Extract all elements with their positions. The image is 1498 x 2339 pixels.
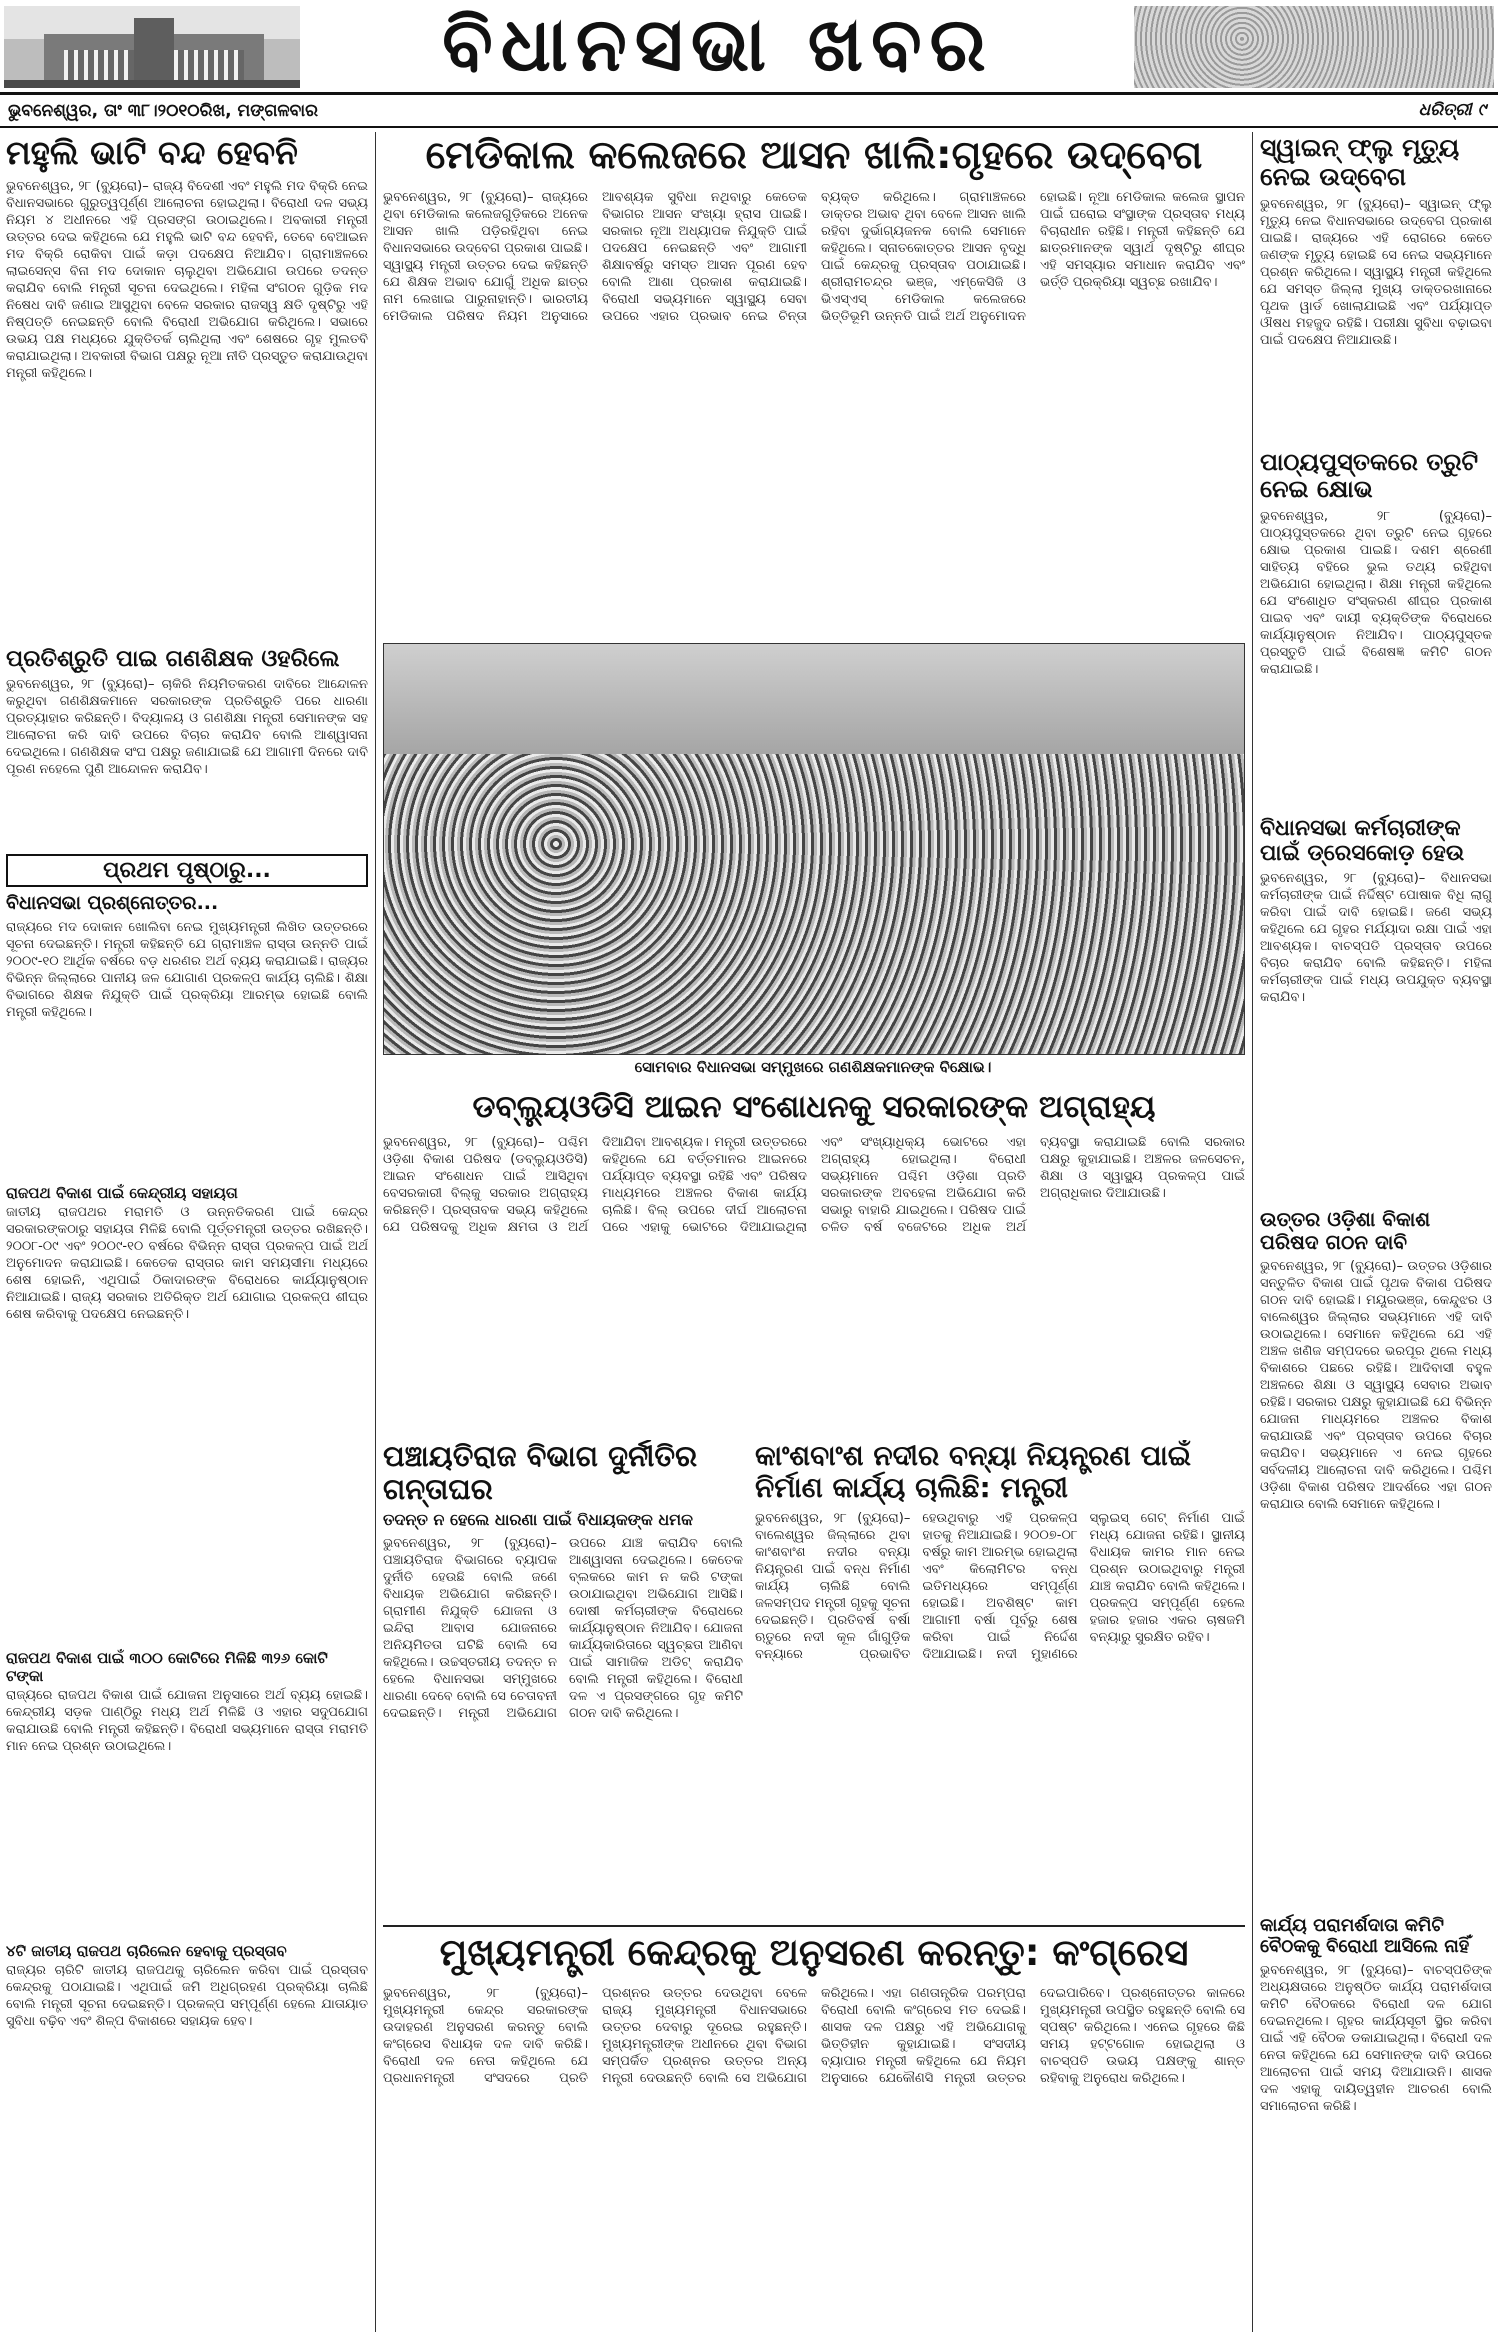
column-rule-left	[375, 132, 376, 2332]
swine-headline: ସ୍ୱାଇନ୍ ଫ୍ଲୁ ମୃତ୍ୟୁ ନେଇ ଉଦ୍‌ବେଗ	[1260, 134, 1460, 191]
wodc-article	[383, 1090, 1245, 1430]
swine-body: ଭୁବନେଶ୍ୱର, ୨୮ (ବ୍ୟୁରୋ)– ସ୍ୱାଇନ୍ ଫ୍ଲୁ ମୃତ୍ୟୁ ନେଇ ବିଧାନସଭାରେ ଉଦ୍‌ବେଗ ପ୍ରକାଶ ପାଇଛି। ରାଜ୍ୟରେ ଏହି ରୋଗରେ କେତେ ଜଣଙ୍କ ମୃତ୍ୟୁ ହୋଇଛି ସେ ନେଇ ସଭ୍ୟମାନେ ପ୍ରଶ୍ନ କରିଥିଲେ। ସ୍ୱାସ୍ଥ୍ୟ ମନ୍ତ୍ରୀ କହିଥିଲେ ଯେ ସମସ୍ତ ଜିଲ୍ଲା ମୁଖ୍ୟ ଡାକ୍ତରଖାନାରେ ପୃଥକ ୱାର୍ଡ ଖୋଲାଯାଇଛି ଏବଂ ପର୍ଯ୍ୟାପ୍ତ ଔଷଧ ମହଜୁଦ ରହିଛି। ପରୀକ୍ଷା ସୁବିଧା ବଢ଼ାଇବା ପାଇଁ ପଦକ୍ଷେପ ନିଆଯାଉଛି।	[1260, 196, 1492, 348]
uttar-body: ଭୁବନେଶ୍ୱର, ୨୮ (ବ୍ୟୁରୋ)– ଉତ୍ତର ଓଡ଼ିଶାର ସନ୍ତୁଳିତ ବିକାଶ ପାଇଁ ପୃଥକ ବିକାଶ ପରିଷଦ ଗଠନ ଦାବି ହୋଇଛି। ମୟୂରଭଞ୍ଜ, କେନ୍ଦୁଝର ଓ ବାଲେଶ୍ୱର ଜିଲ୍ଲାର ସଭ୍ୟମାନେ ଏହି ଦାବି ଉଠାଇଥିଲେ। ସେମାନେ କହିଥିଲେ ଯେ ଏହି ଅଞ୍ଚଳ ଖଣିଜ ସମ୍ପଦରେ ଭରପୂର ଥିଲେ ମଧ୍ୟ ବିକାଶରେ ପଛରେ ରହିଛି। ଆଦିବାସୀ ବହୁଳ ଅଞ୍ଚଳରେ ଶିକ୍ଷା ଓ ସ୍ୱାସ୍ଥ୍ୟ ସେବାର ଅଭାବ ରହିଛି। ସରକାର ପକ୍ଷରୁ କୁହାଯାଇଛି ଯେ ବିଭିନ୍ନ ଯୋଜନା ମାଧ୍ୟମରେ ଅଞ୍ଚଳର ବିକାଶ କରାଯାଉଛି ଏବଂ ପ୍ରସ୍ତାବ ଉପରେ ବିଚାର କରାଯିବ। ସଭ୍ୟମାନେ ଏ ନେଇ ଗୃହରେ ସର୍ବଦଳୀୟ ଆଲୋଚନା ଦାବି କରିଥିଲେ। ପଶ୍ଚିମ ଓଡ଼ିଶା ବିକାଶ ପରିଷଦ ଆଦର୍ଶରେ ଏହା ଗଠନ କରାଯାଉ ବୋଲି ସେମାନେ କହିଥିଲେ।	[1260, 1259, 1492, 1513]
pathyapustak-body: ଭୁବନେଶ୍ୱର, ୨୮ (ବ୍ୟୁରୋ)– ପାଠ୍ୟପୁସ୍ତକରେ ଥିବା ତ୍ରୁଟି ନେଇ ଗୃହରେ କ୍ଷୋଭ ପ୍ରକାଶ ପାଇଛି। ଦଶମ ଶ୍ରେଣୀ ସାହିତ୍ୟ ବହିରେ ଭୁଲ ତଥ୍ୟ ରହିଥିବା ଅଭିଯୋଗ ହୋଇଥିଲା। ଶିକ୍ଷା ମନ୍ତ୍ରୀ କହିଥିଲେ ଯେ ସଂଶୋଧିତ ସଂସ୍କରଣ ଶୀଘ୍ର ପ୍ରକାଶ ପାଇବ ଏବଂ ଦାୟୀ ବ୍ୟକ୍ତିଙ୍କ ବିରୋଧରେ କାର୍ଯ୍ୟାନୁଷ୍ଠାନ ନିଆଯିବ। ପାଠ୍ୟପୁସ୍ତକ ପ୍ରସ୍ତୁତି ପାଇଁ ବିଶେଷଜ୍ଞ କମିଟି ଗଠନ କରାଯାଇଛି।	[1260, 508, 1492, 677]
pratishruti-headline: ପ୍ରତିଶ୍ରୁତି ପାଇ ଗଣଶିକ୍ଷକ ଓହରିଲେ	[6, 645, 340, 672]
uttar-headline: ଉତ୍ତର ଓଡ଼ିଶା ବିକାଶ ପରିଷଦ ଗଠନ ଦାବି	[1260, 1207, 1431, 1255]
center-rule	[383, 1925, 1245, 1927]
kansabansa-article	[755, 1440, 1245, 1920]
photo-caption: ସୋମବାର ବିଧାନସଭା ସମ୍ମୁଖରେ ଗଣଶିକ୍ଷକମାନଙ୍କ ବିକ୍ଷୋଭ।	[634, 1058, 992, 1076]
medical-article	[383, 134, 1245, 639]
dresscode-headline: ବିଧାନସଭା କର୍ମଚାରୀଙ୍କ ପାଇଁ ଡ୍ରେସକୋଡ଼ ହେଉ	[1260, 815, 1465, 866]
dresscode-body: ଭୁବନେଶ୍ୱର, ୨୮ (ବ୍ୟୁରୋ)– ବିଧାନସଭା କର୍ମଚାରୀଙ୍କ ପାଇଁ ନିର୍ଦ୍ଦିଷ୍ଟ ପୋଷାକ ବିଧି ଲାଗୁ କରିବା ପାଇଁ ଦାବି ହୋଇଛି। ଜଣେ ସଭ୍ୟ କହିଥିଲେ ଯେ ଗୃହର ମର୍ଯ୍ୟାଦା ରକ୍ଷା ପାଇଁ ଏହା ଆବଶ୍ୟକ। ବାଚସ୍ପତି ପ୍ରସ୍ତାବ ଉପରେ ବିଚାର କରାଯିବ ବୋଲି କହିଛନ୍ତି। ମହିଳା କର୍ମଚାରୀଙ୍କ ପାଇଁ ମଧ୍ୟ ଉପଯୁକ୍ତ ବ୍ୟବସ୍ଥା କରାଯିବ।	[1260, 871, 1492, 1006]
karyya-headline: କାର୍ଯ୍ୟ ପରାମର୍ଶଦାତା କମିଟି ବୈଠକକୁ ବିରୋଧୀ ଆସିଲେ ନାହିଁ	[1260, 1915, 1470, 1957]
medical-body: ଭୁବନେଶ୍ୱର, ୨୮ (ବ୍ୟୁରୋ)– ରାଜ୍ୟରେ ଥିବା ମେଡିକାଲ କଲେଜଗୁଡ଼ିକରେ ଅନେକ ଆସନ ଖାଲି ପଡ଼ିରହିଥିବା ନେଇ ବିଧାନସଭାରେ ଉଦ୍‌ବେଗ ପ୍ରକାଶ ପାଇଛି। ସ୍ୱାସ୍ଥ୍ୟ ମନ୍ତ୍ରୀ ଉତ୍ତର ଦେଇ କହିଛନ୍ତି ଯେ ଶିକ୍ଷକ ଅଭାବ ଯୋଗୁଁ ଅଧିକ ଛାତ୍ର ନାମ ଲେଖାଇ ପାରୁନାହାନ୍ତି। ଭାରତୀୟ ମେଡିକାଲ ପରିଷଦ ନିୟମ ଅନୁସାରେ ଆବଶ୍ୟକ ସୁବିଧା ନଥିବାରୁ କେତେକ ବିଭାଗର ଆସନ ସଂଖ୍ୟା ହ୍ରାସ ପାଇଛି। ସରକାର ନୂଆ ଅଧ୍ୟାପକ ନିଯୁକ୍ତି ପାଇଁ ପଦକ୍ଷେପ ନେଇଛନ୍ତି ଏବଂ ଆଗାମୀ ଶିକ୍ଷାବର୍ଷରୁ ସମସ୍ତ ଆସନ ପୂରଣ ହେବ ବୋଲି ଆଶା ପ୍ରକାଶ କରାଯାଇଛି। ବିରୋଧୀ ସଭ୍ୟମାନେ ସ୍ୱାସ୍ଥ୍ୟ ସେବା ଉପରେ ଏହାର ପ୍ରଭାବ ନେଇ ଚିନ୍ତା ବ୍ୟକ୍ତ କରିଥିଲେ। ଗ୍ରାମାଞ୍ଚଳରେ ଡାକ୍ତର ଅଭାବ ଥିବା ବେଳେ ଆସନ ଖାଲି ରହିବା ଦୁର୍ଭାଗ୍ୟଜନକ ବୋଲି ସେମାନେ କହିଥିଲେ। ସ୍ନାତକୋତ୍ତର ଆସନ ବୃଦ୍ଧି ପାଇଁ କେନ୍ଦ୍ରକୁ ପ୍ରସ୍ତାବ ପଠାଯାଇଛି। ଶ୍ରୀରାମଚନ୍ଦ୍ର ଭଞ୍ଜ, ଏମ୍‌କେସିଜି ଓ ଭିଏସ୍‌ଏସ୍ ମେଡିକାଲ କଲେଜରେ ଭିତ୍ତିଭୂମି ଉନ୍ନତି ପାଇଁ ଅର୍ଥ ଅନୁମୋଦନ ହୋଇଛି। ନୂଆ ମେଡିକାଲ କଲେଜ ସ୍ଥାପନ ପାଇଁ ଘରୋଇ ସଂସ୍ଥାଙ୍କ ପ୍ରସ୍ତାବ ମଧ୍ୟ ବିଚାରାଧୀନ ରହିଛି। ମନ୍ତ୍ରୀ କହିଛନ୍ତି ଯେ ଛାତ୍ରମାନଙ୍କ ସ୍ୱାର୍ଥ ଦୃଷ୍ଟିରୁ ଶୀଘ୍ର ଏହି ସମସ୍ୟାର ସମାଧାନ କରାଯିବ ଏବଂ ଭର୍ତ୍ତି ପ୍ରକ୍ରିୟା ସ୍ୱଚ୍ଛ ରଖାଯିବ।	[383, 189, 1245, 324]
mukhyamantri-article	[383, 1932, 1245, 2332]
left-column	[6, 134, 368, 2334]
panchayat-subhead: ତଦନ୍ତ ନ ହେଲେ ଧାରଣା ପାଇଁ ବିଧାୟକଙ୍କ ଧମକ	[383, 1509, 693, 1529]
mahuli-body: ଭୁବନେଶ୍ୱର, ୨୮ (ବ୍ୟୁରୋ)– ରାଜ୍ୟ ବିଦେଶୀ ଏବଂ ମହୁଲି ମଦ ବିକ୍ରି ନେଇ ବିଧାନସଭାରେ ଗୁରୁତ୍ୱପୂର୍ଣ୍ଣ ଆଲୋଚନା ହୋଇଥିଲା। ବିରୋଧୀ ଦଳ ସଭ୍ୟ ନିୟମ ୪ ଅଧୀନରେ ଏହି ପ୍ରସଙ୍ଗ ଉଠାଇଥିଲେ। ଅବକାରୀ ମନ୍ତ୍ରୀ ଉତ୍ତର ଦେଇ କହିଥିଲେ ଯେ ମହୁଲି ଭାଟି ବନ୍ଦ ହେବନି, ତେବେ ବେଆଇନ ମଦ ବିକ୍ରି ରୋକିବା ପାଇଁ କଡ଼ା ପଦକ୍ଷେପ ନିଆଯିବ। ଗ୍ରାମାଞ୍ଚଳରେ ଲାଇସେନ୍ସ ବିନା ମଦ ଦୋକାନ ଚାଲୁଥିବା ଅଭିଯୋଗ ଉପରେ ତଦନ୍ତ କରାଯିବ ବୋଲି ମନ୍ତ୍ରୀ ସୂଚନା ଦେଇଥିଲେ। ମହିଳା ସଂଗଠନ ଗୁଡ଼ିକ ମଦ ନିଷେଧ ଦାବି ଜଣାଇ ଆସୁଥିବା ବେଳେ ସରକାର ରାଜସ୍ୱ କ୍ଷତି ଦୃଷ୍ଟିରୁ ଏହି ନିଷ୍ପତ୍ତି ନେଇଛନ୍ତି ବୋଲି ବିରୋଧୀ ଅଭିଯୋଗ କରିଥିଲେ। ସଭାରେ ଉଭୟ ପକ୍ଷ ମଧ୍ୟରେ ଯୁକ୍ତିତର୍କ ଚାଲିଥିଲା ଏବଂ ଶେଷରେ ଗୃହ ମୁଲତବି କରାଯାଇଥିଲା। ଅବକାରୀ ବିଭାଗ ପକ୍ଷରୁ ନୂଆ ନୀତି ପ୍ରସ୍ତୁତ କରାଯାଉଥିବା ମନ୍ତ୍ରୀ କହିଥିଲେ।	[6, 178, 368, 381]
kansabansa-body: ଭୁବନେଶ୍ୱର, ୨୮ (ବ୍ୟୁରୋ)– ବାଲେଶ୍ୱର ଜିଲ୍ଲାରେ ଥିବା କାଂଶବାଂଶ ନଦୀର ବନ୍ୟା ନିୟନ୍ତ୍ରଣ ପାଇଁ ବନ୍ଧ ନିର୍ମାଣ କାର୍ଯ୍ୟ ଚାଲିଛି ବୋଲି ଜଳସମ୍ପଦ ମନ୍ତ୍ରୀ ଗୃହକୁ ସୂଚନା ଦେଇଛନ୍ତି। ପ୍ରତିବର୍ଷ ବର୍ଷା ଋତୁରେ ନଦୀ କୂଳ ଗାଁଗୁଡ଼ିକ ବନ୍ୟାରେ ପ୍ରଭାବିତ ହେଉଥିବାରୁ ଏହି ପ୍ରକଳ୍ପ ହାତକୁ ନିଆଯାଇଛି। ୨୦୦୭-୦୮ ବର୍ଷରୁ କାମ ଆରମ୍ଭ ହୋଇଥିଲା ଏବଂ କିଲୋମିଟର ବନ୍ଧ ଇତିମଧ୍ୟରେ ସମ୍ପୂର୍ଣ୍ଣ ହୋଇଛି। ଅବଶିଷ୍ଟ କାମ ଆଗାମୀ ବର୍ଷା ପୂର୍ବରୁ ଶେଷ କରିବା ପାଇଁ ନିର୍ଦ୍ଦେଶ ଦିଆଯାଇଛି। ନଦୀ ମୁହାଣରେ ସ୍ଲୁଇସ୍ ଗେଟ୍ ନିର୍ମାଣ ପାଇଁ ମଧ୍ୟ ଯୋଜନା ରହିଛି। ସ୍ଥାନୀୟ ବିଧାୟକ କାମର ମାନ ନେଇ ପ୍ରଶ୍ନ ଉଠାଇଥିବାରୁ ମନ୍ତ୍ରୀ ଯାଞ୍ଚ କରାଯିବ ବୋଲି କହିଥିଲେ। ପ୍ରକଳ୍ପ ସମ୍ପୂର୍ଣ୍ଣ ହେଲେ ହଜାର ହଜାର ଏକର ଚାଷଜମି ବନ୍ୟାରୁ ସୁରକ୍ଷିତ ରହିବ।	[755, 1511, 1245, 1663]
assembly-building-photo	[4, 6, 300, 88]
page-label: ଧରିତ୍ରୀ ୯	[1418, 100, 1486, 120]
mukhyamantri-body: ଭୁବନେଶ୍ୱର, ୨୮ (ବ୍ୟୁରୋ)– ମୁଖ୍ୟମନ୍ତ୍ରୀ କେନ୍ଦ୍ର ସରକାରଙ୍କ ଉଦାହରଣ ଅନୁସରଣ କରନ୍ତୁ ବୋଲି କଂଗ୍ରେସ ବିଧାୟକ ଦଳ ଦାବି କରିଛି। ବିରୋଧୀ ଦଳ ନେତା କହିଥିଲେ ଯେ ପ୍ରଧାନମନ୍ତ୍ରୀ ସଂସଦରେ ପ୍ରତି ପ୍ରଶ୍ନର ଉତ୍ତର ଦେଉଥିବା ବେଳେ ରାଜ୍ୟ ମୁଖ୍ୟମନ୍ତ୍ରୀ ବିଧାନସଭାରେ ଉତ୍ତର ଦେବାରୁ ଦୂରେଇ ରହୁଛନ୍ତି। ମୁଖ୍ୟମନ୍ତ୍ରୀଙ୍କ ଅଧୀନରେ ଥିବା ବିଭାଗ ସମ୍ପର୍କିତ ପ୍ରଶ୍ନର ଉତ୍ତର ଅନ୍ୟ ମନ୍ତ୍ରୀ ଦେଉଛନ୍ତି ବୋଲି ସେ ଅଭିଯୋଗ କରିଥିଲେ। ଏହା ଗଣତାନ୍ତ୍ରିକ ପରମ୍ପରା ବିରୋଧୀ ବୋଲି କଂଗ୍ରେସ ମତ ଦେଇଛି। ଶାସକ ଦଳ ପକ୍ଷରୁ ଏହି ଅଭିଯୋଗକୁ ଭିତ୍ତିହୀନ କୁହାଯାଇଛି। ସଂସଦୀୟ ବ୍ୟାପାର ମନ୍ତ୍ରୀ କହିଥିଲେ ଯେ ନିୟମ ଅନୁସାରେ ଯେକୌଣସି ମନ୍ତ୍ରୀ ଉତ୍ତର ଦେଇପାରିବେ। ପ୍ରଶ୍ନୋତ୍ତର କାଳରେ ମୁଖ୍ୟମନ୍ତ୍ରୀ ଉପସ୍ଥିତ ରହୁଛନ୍ତି ବୋଲି ସେ ସ୍ପଷ୍ଟ କରିଥିଲେ। ଏନେଇ ଗୃହରେ କିଛି ସମୟ ହଟ୍ଟଗୋଳ ହୋଇଥିଲା ଓ ବାଚସ୍ପତି ଉଭୟ ପକ୍ଷଙ୍କୁ ଶାନ୍ତ ରହିବାକୁ ଅନୁରୋଧ କରିଥିଲେ।	[383, 1985, 1245, 2086]
pathyapustak-headline: ପାଠ୍ୟପୁସ୍ତକରେ ତ୍ରୁଟି ନେଇ କ୍ଷୋଭ	[1260, 447, 1479, 504]
right-column	[1260, 134, 1492, 2334]
wodc-body: ଭୁବନେଶ୍ୱର, ୨୮ (ବ୍ୟୁରୋ)– ପଶ୍ଚିମ ଓଡ଼ିଶା ବିକାଶ ପରିଷଦ (ଡବ୍ଲ୍ୟୁଓଡିସି) ଆଇନ ସଂଶୋଧନ ପାଇଁ ଆସିଥିବା ବେସରକାରୀ ବିଲ୍‌କୁ ସରକାର ଅଗ୍ରାହ୍ୟ କରିଛନ୍ତି। ପ୍ରସ୍ତାବକ ସଭ୍ୟ କହିଥିଲେ ଯେ ପରିଷଦକୁ ଅଧିକ କ୍ଷମତା ଓ ଅର୍ଥ ଦିଆଯିବା ଆବଶ୍ୟକ। ମନ୍ତ୍ରୀ ଉତ୍ତରରେ କହିଥିଲେ ଯେ ବର୍ତ୍ତମାନର ଆଇନରେ ପର୍ଯ୍ୟାପ୍ତ ବ୍ୟବସ୍ଥା ରହିଛି ଏବଂ ପରିଷଦ ମାଧ୍ୟମରେ ଅଞ୍ଚଳର ବିକାଶ କାର୍ଯ୍ୟ ଚାଲିଛି। ବିଲ୍ ଉପରେ ଦୀର୍ଘ ଆଲୋଚନା ପରେ ଏହାକୁ ଭୋଟରେ ଦିଆଯାଇଥିଲା ଏବଂ ସଂଖ୍ୟାଧିକ୍ୟ ଭୋଟରେ ଏହା ଅଗ୍ରାହ୍ୟ ହୋଇଥିଲା। ବିରୋଧୀ ସଭ୍ୟମାନେ ପଶ୍ଚିମ ଓଡ଼ିଶା ପ୍ରତି ସରକାରଙ୍କ ଅବହେଳା ଅଭିଯୋଗ କରି ସଭାରୁ ବାହାରି ଯାଇଥିଲେ। ପରିଷଦ ପାଇଁ ଚଳିତ ବର୍ଷ ବଜେଟରେ ଅଧିକ ଅର୍ଥ ବ୍ୟବସ୍ଥା କରାଯାଇଛି ବୋଲି ସରକାର ପକ୍ଷରୁ କୁହାଯାଇଛି। ଅଞ୍ଚଳର ଜଳସେଚନ, ଶିକ୍ଷା ଓ ସ୍ୱାସ୍ଥ୍ୟ ପ୍ରକଳ୍ପ ପାଇଁ ଅଗ୍ରାଧିକାର ଦିଆଯାଉଛି।	[383, 1134, 1245, 1235]
wodc-headline: ଡବ୍ଲ୍ୟୁଓଡିସି ଆଇନ ସଂଶୋଧନକୁ ସରକାରଙ୍କ ଅଗ୍ରାହ୍ୟ	[472, 1090, 1156, 1125]
panchayat-headline: ପଞ୍ଚାୟତିରାଜ ବିଭାଗ ଦୁର୍ନୀତିର ଗନ୍ତାଘର	[383, 1440, 698, 1507]
dateline-bar	[0, 96, 1498, 128]
pratishruti-body: ଭୁବନେଶ୍ୱର, ୨୮ (ବ୍ୟୁରୋ)– ଚାକିରି ନିୟମିତକରଣ ଦାବିରେ ଆନ୍ଦୋଳନ କରୁଥିବା ଗଣଶିକ୍ଷକମାନେ ସରକାରଙ୍କ ପ୍ରତିଶ୍ରୁତି ପରେ ଧାରଣା ପ୍ରତ୍ୟାହାର କରିଛନ୍ତି। ବିଦ୍ୟାଳୟ ଓ ଗଣଶିକ୍ଷା ମନ୍ତ୍ରୀ ସେମାନଙ୍କ ସହ ଆଲୋଚନା କରି ଦାବି ଉପରେ ବିଚାର କରାଯିବ ବୋଲି ଆଶ୍ୱାସନା ଦେଇଥିଲେ। ଗଣଶିକ୍ଷକ ସଂଘ ପକ୍ଷରୁ ଜଣାଯାଇଛି ଯେ ଆଗାମୀ ଦିନରେ ଦାବି ପୂରଣ ନହେଲେ ପୁଣି ଆନ୍ଦୋଳନ କରାଯିବ।	[6, 677, 368, 778]
rajapatha-subhead-3: ୪ଟି ଜାତୀୟ ରାଜପଥ ଚାରିଲେନ ହେବାକୁ ପ୍ରସ୍ତାବ	[6, 1941, 287, 1960]
rajapatha-body-3: ରାଜ୍ୟର ଚାରିଟି ଜାତୀୟ ରାଜପଥକୁ ଚାରିଲେନ କରିବା ପାଇଁ ପ୍ରସ୍ତାବ କେନ୍ଦ୍ରକୁ ପଠାଯାଇଛି। ଏଥିପାଇଁ ଜମି ଅଧିଗ୍ରହଣ ପ୍ରକ୍ରିୟା ଚାଲିଛି ବୋଲି ମନ୍ତ୍ରୀ ସୂଚନା ଦେଇଛନ୍ତି। ପ୍ରକଳ୍ପ ସମ୍ପୂର୍ଣ୍ଣ ହେଲେ ଯାତାୟାତ ସୁବିଧା ବଢ଼ିବ ଏବଂ ଶିଳ୍ପ ବିକାଶରେ ସହାୟକ ହେବ।	[6, 1963, 368, 2030]
assembly-chamber-photo	[1134, 6, 1494, 88]
rajapatha-subhead-2: ରାଜପଥ ବିକାଶ ପାଇଁ ୩୦୦ କୋଟିରେ ମିଳିଛି ୩୨୬ କୋଟି ଟଙ୍କା	[6, 1649, 328, 1685]
newspaper-title: ବିଧାନସଭା ଖବର	[442, 2, 994, 88]
rajapatha-body-2: ରାଜ୍ୟରେ ରାଜପଥ ବିକାଶ ପାଇଁ ଯୋଜନା ଅନୁସାରେ ଅର୍ଥ ବ୍ୟୟ ହୋଇଛି। କେନ୍ଦ୍ରୀୟ ସଡ଼କ ପାଣ୍ଠିରୁ ମଧ୍ୟ ଅର୍ଥ ମିଳିଛି ଓ ଏହାର ସଦୁପଯୋଗ କରାଯାଉଛି ବୋଲି ମନ୍ତ୍ରୀ କହିଛନ୍ତି। ବିରୋଧୀ ସଭ୍ୟମାନେ ରାସ୍ତା ମରାମତି ମାନ ନେଇ ପ୍ରଶ୍ନ ଉଠାଇଥିଲେ।	[6, 1687, 368, 1754]
kansabansa-headline: କାଂଶବାଂଶ ନଦୀର ବନ୍ୟା ନିୟନ୍ତ୍ରଣ ପାଇଁ ନିର୍ମାଣ କାର୍ଯ୍ୟ ଚାଲିଛି: ମନ୍ତ୍ରୀ	[755, 1440, 1192, 1505]
mahuli-headline: ମହୁଲି ଭାଟି ବନ୍ଦ ହେବନି	[6, 134, 298, 172]
masthead	[0, 0, 1498, 95]
column-rule-right	[1252, 132, 1253, 2332]
protest-photo	[383, 643, 1245, 1055]
rajapatha-body-1: ଜାତୀୟ ରାଜପଥର ମରାମତି ଓ ଉନ୍ନତିକରଣ ପାଇଁ କେନ୍ଦ୍ର ସରକାରଙ୍କଠାରୁ ସହାୟତା ମିଳିଛି ବୋଲି ପୂର୍ତ୍ତମନ୍ତ୍ରୀ ଉତ୍ତର ରଖିଛନ୍ତି। ୨୦୦୮-୦୯ ଏବଂ ୨୦୦୯-୧୦ ବର୍ଷରେ ବିଭିନ୍ନ ରାସ୍ତା ପ୍ରକଳ୍ପ ପାଇଁ ଅର୍ଥ ଅନୁମୋଦନ କରାଯାଇଛି। କେତେକ ରାସ୍ତାର କାମ ସମୟସୀମା ମଧ୍ୟରେ ଶେଷ ହୋଇନି, ଏଥିପାଇଁ ଠିକାଦାରଙ୍କ ବିରୋଧରେ କାର୍ଯ୍ୟାନୁଷ୍ଠାନ ନିଆଯାଇଛି। ରାଜ୍ୟ ସରକାର ଅତିରିକ୍ତ ଅର୍ଥ ଯୋଗାଇ ପ୍ରକଳ୍ପ ଶୀଘ୍ର ଶେଷ କରିବାକୁ ପଦକ୍ଷେପ ନେଇଛନ୍ତି।	[6, 1205, 368, 1323]
karyya-body: ଭୁବନେଶ୍ୱର, ୨୮ (ବ୍ୟୁରୋ)– ବାଚସ୍ପତିଙ୍କ ଅଧ୍ୟକ୍ଷତାରେ ଅନୁଷ୍ଠିତ କାର୍ଯ୍ୟ ପରାମର୍ଶଦାତା କମିଟି ବୈଠକରେ ବିରୋଧୀ ଦଳ ଯୋଗ ଦେଇନଥିଲେ। ଗୃହର କାର୍ଯ୍ୟସୂଚୀ ସ୍ଥିର କରିବା ପାଇଁ ଏହି ବୈଠକ ଡକାଯାଇଥିଲା। ବିରୋଧୀ ଦଳ ନେତା କହିଥିଲେ ଯେ ସେମାନଙ୍କ ଦାବି ଉପରେ ଆଲୋଚନା ପାଇଁ ସମୟ ଦିଆଯାଉନି। ଶାସକ ଦଳ ଏହାକୁ ଦାୟିତ୍ୱହୀନ ଆଚରଣ ବୋଲି ସମାଲୋଚନା କରିଛି।	[1260, 1962, 1492, 2114]
prathama-banner: ପ୍ରଥମ ପୃଷ୍ଠାରୁ...	[6, 854, 368, 887]
prathama-body: ରାଜ୍ୟରେ ମଦ ଦୋକାନ ଖୋଲିବା ନେଇ ମୁଖ୍ୟମନ୍ତ୍ରୀ ଲିଖିତ ଉତ୍ତରରେ ସୂଚନା ଦେଇଛନ୍ତି। ମନ୍ତ୍ରୀ କହିଛନ୍ତି ଯେ ଗ୍ରାମାଞ୍ଚଳ ରାସ୍ତା ଉନ୍ନତି ପାଇଁ ୨୦୦୯-୧୦ ଆର୍ଥିକ ବର୍ଷରେ ବଡ଼ ଧରଣର ଅର୍ଥ ବ୍ୟୟ କରାଯାଇଛି। ରାଜ୍ୟର ବିଭିନ୍ନ ଜିଲ୍ଲାରେ ପାନୀୟ ଜଳ ଯୋଗାଣ ପ୍ରକଳ୍ପ କାର୍ଯ୍ୟ ଚାଲିଛି। ଶିକ୍ଷା ବିଭାଗରେ ଶିକ୍ଷକ ନିଯୁକ୍ତି ପାଇଁ ପ୍ରକ୍ରିୟା ଆରମ୍ଭ ହୋଇଛି ବୋଲି ମନ୍ତ୍ରୀ କହିଥିଲେ।	[6, 920, 368, 1021]
medical-headline: ମେଡିକାଲ କଲେଜରେ ଆସନ ଖାଲି:ଗୃହରେ ଉଦ୍‌ବେଗ	[425, 134, 1203, 178]
prathama-subhead: ବିଧାନସଭା ପ୍ରଶ୍ନୋତ୍ତର...	[6, 892, 219, 915]
dateline: ଭୁବନେଶ୍ୱର, ତାଂ ୩୮।୨୦୧୦ରିଖ, ମଙ୍ଗଳବାର	[8, 101, 319, 121]
panchayat-article	[383, 1440, 743, 1920]
rajapatha-subhead-1: ରାଜପଥ ବିକାଶ ପାଇଁ କେନ୍ଦ୍ରୀୟ ସହାୟତା	[6, 1184, 238, 1203]
mukhyamantri-headline: ମୁଖ୍ୟମନ୍ତ୍ରୀ କେନ୍ଦ୍ରକୁ ଅନୁସରଣ କରନ୍ତୁ: କଂଗ୍ରେସ	[439, 1932, 1189, 1974]
panchayat-body: ଭୁବନେଶ୍ୱର, ୨୮ (ବ୍ୟୁରୋ)– ପଞ୍ଚାୟତିରାଜ ବିଭାଗରେ ବ୍ୟାପକ ଦୁର୍ନୀତି ହେଉଛି ବୋଲି ଜଣେ ବିଧାୟକ ଅଭିଯୋଗ କରିଛନ୍ତି। ଗ୍ରାମୀଣ ନିଯୁକ୍ତି ଯୋଜନା ଓ ଇନ୍ଦିରା ଆବାସ ଯୋଜନାରେ ଅନିୟମିତତା ଘଟିଛି ବୋଲି ସେ କହିଥିଲେ। ଉଚ୍ଚସ୍ତରୀୟ ତଦନ୍ତ ନ ହେଲେ ବିଧାନସଭା ସମ୍ମୁଖରେ ଧାରଣା ଦେବେ ବୋଲି ସେ ଚେତାବନୀ ଦେଇଛନ୍ତି। ମନ୍ତ୍ରୀ ଅଭିଯୋଗ ଉପରେ ଯାଞ୍ଚ କରାଯିବ ବୋଲି ଆଶ୍ୱାସନା ଦେଇଥିଲେ। କେତେକ ବ୍ଲକରେ କାମ ନ କରି ଟଙ୍କା ଉଠାଯାଇଥିବା ଅଭିଯୋଗ ଆସିଛି। ଦୋଷୀ କର୍ମଚାରୀଙ୍କ ବିରୋଧରେ କାର୍ଯ୍ୟାନୁଷ୍ଠାନ ନିଆଯିବ। ଯୋଜନା କାର୍ଯ୍ୟକାରିତାରେ ସ୍ୱଚ୍ଛତା ଆଣିବା ପାଇଁ ସାମାଜିକ ଅଡିଟ୍ କରାଯିବ ବୋଲି ମନ୍ତ୍ରୀ କହିଥିଲେ। ବିରୋଧୀ ଦଳ ଏ ପ୍ରସଙ୍ଗରେ ଗୃହ କମିଟି ଗଠନ ଦାବି କରିଥିଲେ।	[383, 1536, 743, 1722]
